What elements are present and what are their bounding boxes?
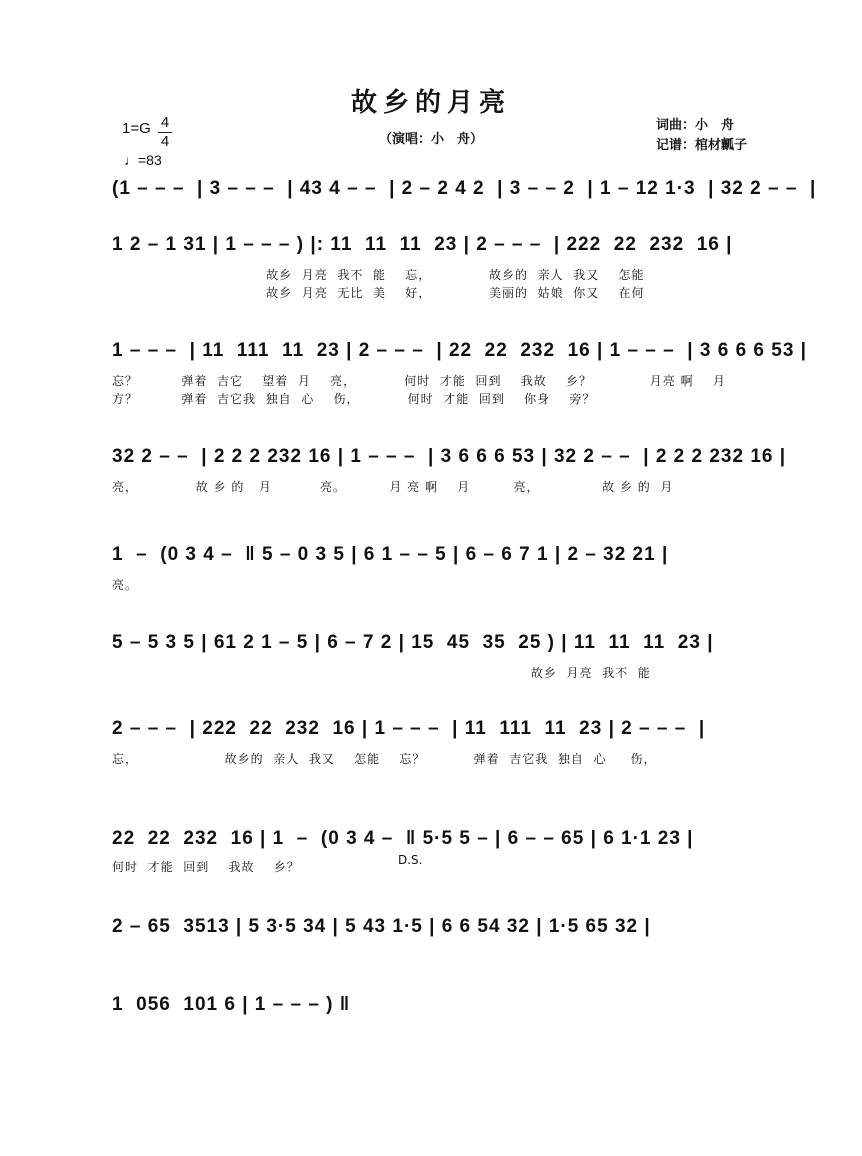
lyrics-verse-2: 故乡 月亮 无比 美 好， 美丽的 姑娘 你又 在何 [112,286,645,300]
credits [656,116,747,156]
score-line-3 [112,334,807,414]
key-signature: 1=G [122,120,151,137]
lyrics-verse-2: 方？ 弹着 吉它我 独自 心 伤， 何时 才能 回到 你身 旁？ [112,392,596,406]
lyrics-verse-1: 故乡 月亮 我不 能 [112,666,651,680]
notes: (1 – – – | 3 – – – | 43 4 – – | 2 – 2 4 2 | 3 – – 2 | 1 – 12 1·3 | 32 2 – – | [112,178,817,199]
score-line-6 [112,626,772,686]
notes: 22 22 232 16 | 1 – (0 3 4 – ‖ 5·5 5 – | 6 – – 65 | 6 1·1 23 | [112,828,694,849]
lyrics-verse-1: 故乡 月亮 我不 能 忘， 故乡的 亲人 我又 怎能 [112,268,645,282]
notes: 1 056 101 6 | 1 – – – ) ‖ [112,994,351,1015]
lyrics-verse-1: 忘， 故乡的 亲人 我又 怎能 忘？ 弹着 吉它我 独自 心 伤， [112,752,657,766]
notes: 2 – – – | 222 22 232 16 | 1 – – – | 11 111 11 23 | 2 – – – | [112,718,706,739]
notes: 5 – 5 3 5 | 61 2 1 – 5 | 6 – 7 2 | 15 45 35 25 ) | 11 11 11 23 | [112,632,714,653]
tempo-mark: ♩=83 [124,152,162,168]
score-line-1 [112,172,817,232]
song-title: 故乡的月亮 [350,88,511,118]
score-line-4 [112,440,787,500]
singer-credit: （演唱：小 舟） [378,132,483,147]
score-line-5 [112,538,772,598]
lyrics-verse-1: 亮。 [112,578,139,592]
lyrics-verse-1: 亮， 故 乡 的 月 亮。 月 亮 啊 月 亮， 故 乡 的 月 [112,480,674,494]
notes: 32 2 – – | 2 2 2 232 16 | 1 – – – | 3 6 6 6 53 | 32 2 – – | 2 2 2 232 16 | [112,446,787,467]
notes: 1 – (0 3 4 – ‖ 5 – 0 3 5 | 6 1 – – 5 | 6 – 6 7 1 | 2 – 32 21 | [112,544,669,565]
time-top: 4 [160,114,170,131]
notes: 2 – 65 3513 | 5 3·5 34 | 5 43 1·5 | 6 6 54 32 | 1·5 65 32 | [112,916,651,937]
score-line-2 [112,228,772,308]
time-bottom: 4 [158,132,172,151]
score-line-8 [112,822,772,882]
lyrics-credit: 词曲：小 舟 [656,118,735,133]
score-line-10 [112,988,772,1028]
ds-mark: D.S. [398,853,423,867]
notes: 1 – – – | 11 111 11 23 | 2 – – – | 22 22 232 16 | 1 – – – | 3 6 6 6 53 | [112,340,807,361]
score-line-7 [112,712,772,772]
lyrics-verse-1: 何时 才能 回到 我故 乡？ [112,860,300,874]
score-credit: 记谱：棺材瓤子 [656,138,748,153]
score-line-9 [112,910,772,950]
lyrics-verse-1: 忘？ 弹着 吉它 望着 月 亮， 何时 才能 回到 我故 乡？ 月亮 啊 月 [112,374,726,388]
notes: 1 2 – 1 31 | 1 – – – ) |: 11 11 11 23 | 2 – – – | 222 22 232 16 | [112,234,733,255]
